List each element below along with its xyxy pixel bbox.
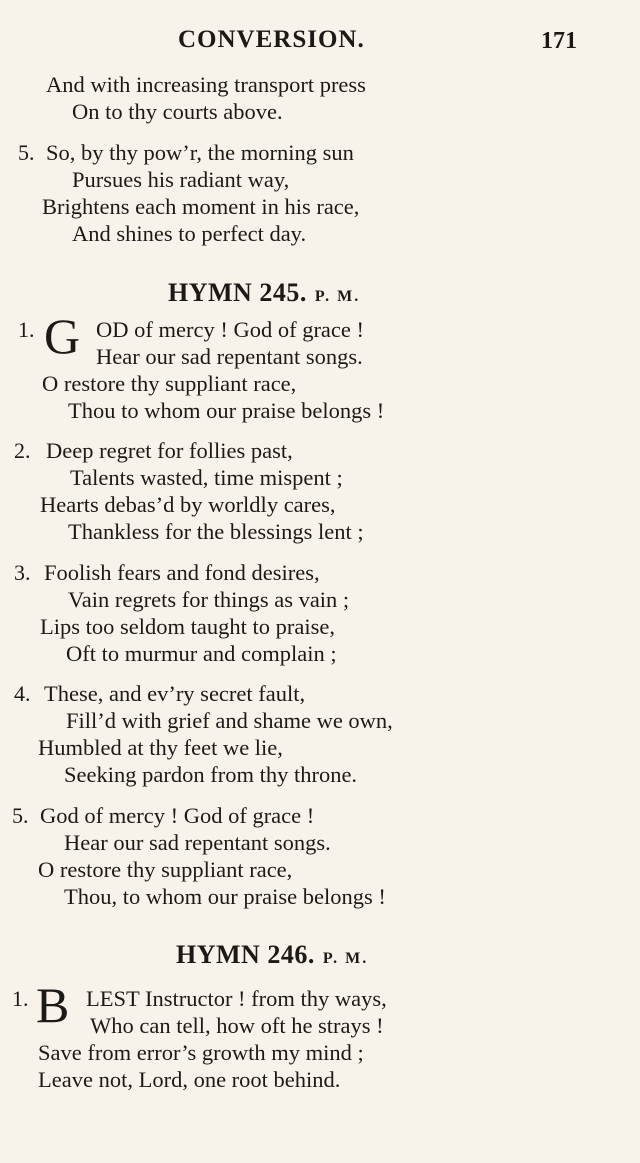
verse-line: O restore thy suppliant race, [42, 371, 297, 396]
verse-line: Seeking pardon from thy throne. [64, 762, 358, 787]
drop-cap: G [44, 308, 81, 364]
verse-line: Fill’d with grief and shame we own, [66, 708, 393, 733]
verse-line: Deep regret for follies past, [46, 438, 293, 463]
verse-line: O restore thy suppliant race, [38, 857, 293, 882]
verse-line: Thankless for the blessings lent ; [68, 519, 364, 544]
verse-line: Pursues his radiant way, [72, 167, 290, 192]
running-head [0, 26, 640, 58]
verse-line: Thou, to whom our praise belongs ! [64, 884, 386, 909]
running-title: CONVERSION. [178, 26, 365, 53]
page-number: 171 [541, 28, 577, 54]
verse-line: And shines to perfect day. [72, 221, 307, 246]
verse-line: Hear our sad repentant songs. [96, 344, 363, 369]
verse-line: These, and ev’ry secret fault, [44, 681, 306, 706]
hymn-meter: P. M. [314, 288, 361, 305]
verse-line: Save from error’s growth my mind ; [38, 1040, 364, 1065]
verse-line: God of mercy ! God of grace ! [40, 803, 315, 828]
verse-line: OD of mercy ! God of grace ! [96, 317, 365, 342]
drop-cap: B [36, 977, 70, 1033]
verse-line: Who can tell, how oft he strays ! [90, 1013, 384, 1038]
stanza-number: 5. [18, 140, 35, 165]
hymn-meter: P. M. [322, 950, 369, 967]
verse-line: Vain regrets for things as vain ; [68, 587, 350, 612]
stanza-number: 4. [14, 681, 31, 706]
verse-line: Foolish fears and fond desires, [44, 560, 320, 585]
verse-line: So, by thy pow’r, the morning sun [46, 140, 354, 165]
verse-line: LEST Instructor ! from thy ways, [86, 986, 387, 1011]
verse-line: Oft to murmur and complain ; [66, 641, 337, 666]
stanza-number: 5. [12, 803, 29, 828]
verse-line: Lips too seldom taught to praise, [40, 614, 335, 639]
verse-line: On to thy courts above. [72, 99, 283, 124]
verse-line: Humbled at thy feet we lie, [38, 735, 283, 760]
stanza-number: 1. [12, 986, 29, 1011]
verse-line: Hear our sad repentant songs. [64, 830, 331, 855]
hymn-heading [176, 940, 368, 970]
stanza-number: 3. [14, 560, 31, 585]
hymn-heading [168, 278, 360, 308]
hymn-title: HYMN 246. [176, 940, 315, 969]
verse-line: Talents wasted, time mispent ; [70, 465, 343, 490]
stanza-number: 1. [18, 317, 35, 342]
verse-line: Thou to whom our praise belongs ! [68, 398, 385, 423]
verse-line: Hearts debas’d by worldly cares, [40, 492, 336, 517]
stanza-number: 2. [14, 438, 31, 463]
hymn-title: HYMN 245. [168, 278, 307, 307]
verse-line: And with increasing transport press [46, 72, 366, 97]
verse-line: Leave not, Lord, one root behind. [38, 1067, 341, 1092]
verse-line: Brightens each moment in his race, [42, 194, 360, 219]
